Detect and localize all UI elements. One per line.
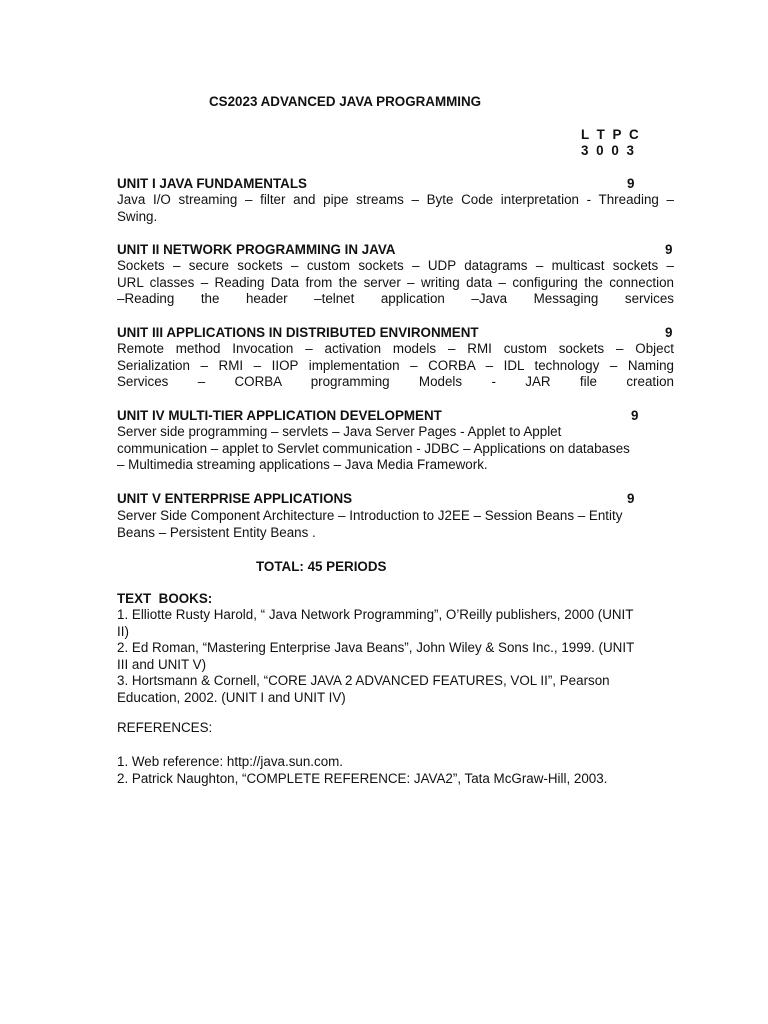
text-book-line: Education, 2002. (UNIT I and UNIT IV) <box>117 689 346 705</box>
unit-5-line: Server Side Component Architecture – Introduction to J2EE – Session Beans – Entity <box>117 508 623 523</box>
unit-3-line: Services – CORBA programming Models - JAR file creation <box>117 374 674 389</box>
ltpc-values: 3 0 0 3 <box>581 143 635 158</box>
reference-line: 1. Web reference: http://java.sun.com. <box>117 754 344 769</box>
text-book-line: II) <box>117 623 129 639</box>
unit-4-description <box>117 424 677 474</box>
text-book-line: III and UNIT V) <box>117 656 207 672</box>
unit-2-hours: 9 <box>665 242 673 257</box>
total-periods: TOTAL: 45 PERIODS <box>256 559 387 574</box>
unit-4-hours: 9 <box>631 408 639 423</box>
unit-3-description <box>117 341 674 391</box>
text-book-line: 1. Elliotte Rusty Harold, “ Java Network Programming”, O’Reilly publishers, 2000 (UNIT <box>117 607 634 622</box>
unit-2-line: –Reading the header –telnet application –Java Messaging services <box>117 291 674 306</box>
unit-3-hours: 9 <box>665 325 673 340</box>
unit-1-heading: UNIT I JAVA FUNDAMENTALS <box>117 176 307 191</box>
text-books-list <box>117 607 677 706</box>
unit-1-hours: 9 <box>627 176 635 191</box>
unit-3-line: Remote method Invocation – activation models – RMI custom sockets – Object <box>117 341 674 356</box>
references-heading: REFERENCES: <box>117 720 213 735</box>
text-books-heading: TEXT BOOKS: <box>117 591 213 606</box>
unit-1-line: Java I/O streaming – filter and pipe streams – Byte Code interpretation - Threading – <box>117 192 674 207</box>
references-list <box>117 754 677 787</box>
unit-5-hours: 9 <box>627 491 635 506</box>
unit-3-heading: UNIT III APPLICATIONS IN DISTRIBUTED ENVIRONMENT <box>117 325 479 340</box>
unit-2-heading: UNIT II NETWORK PROGRAMMING IN JAVA <box>117 242 396 257</box>
unit-5-description <box>117 508 677 541</box>
unit-4-line: – Multimedia streaming applications – Java Media Framework. <box>117 457 488 472</box>
unit-3-line: Serialization – RMI – IIOP implementation – CORBA – IDL technology – Naming <box>117 357 674 373</box>
ltpc-header: L T P C <box>581 127 640 142</box>
unit-4-line: Server side programming – servlets – Java Server Pages - Applet to Applet <box>117 424 562 439</box>
unit-5-heading: UNIT V ENTERPRISE APPLICATIONS <box>117 491 353 506</box>
unit-4-heading: UNIT IV MULTI-TIER APPLICATION DEVELOPMENT <box>117 408 442 423</box>
course-title: CS2023 ADVANCED JAVA PROGRAMMING <box>209 94 482 109</box>
reference-line: 2. Patrick Naughton, “COMPLETE REFERENCE: JAVA2”, Tata McGraw-Hill, 2003. <box>117 770 608 786</box>
unit-1-description <box>117 192 674 225</box>
text-book-line: 2. Ed Roman, “Mastering Enterprise Java Beans”, John Wiley & Sons Inc., 1999. (UNIT <box>117 640 635 655</box>
unit-2-description <box>117 258 674 308</box>
text-book-line: 3. Hortsmann & Cornell, “CORE JAVA 2 ADVANCED FEATURES, VOL II”, Pearson <box>117 673 610 688</box>
unit-4-line: communication – applet to Servlet communication - JDBC – Applications on databases <box>117 440 630 456</box>
unit-1-line: Swing. <box>117 208 158 224</box>
unit-2-line: Sockets – secure sockets – custom sockets – UDP datagrams – multicast sockets – <box>117 258 674 273</box>
unit-2-line: URL classes – Reading Data from the server – writing data – configuring the connection <box>117 274 674 290</box>
unit-5-line: Beans – Persistent Entity Beans . <box>117 524 316 540</box>
